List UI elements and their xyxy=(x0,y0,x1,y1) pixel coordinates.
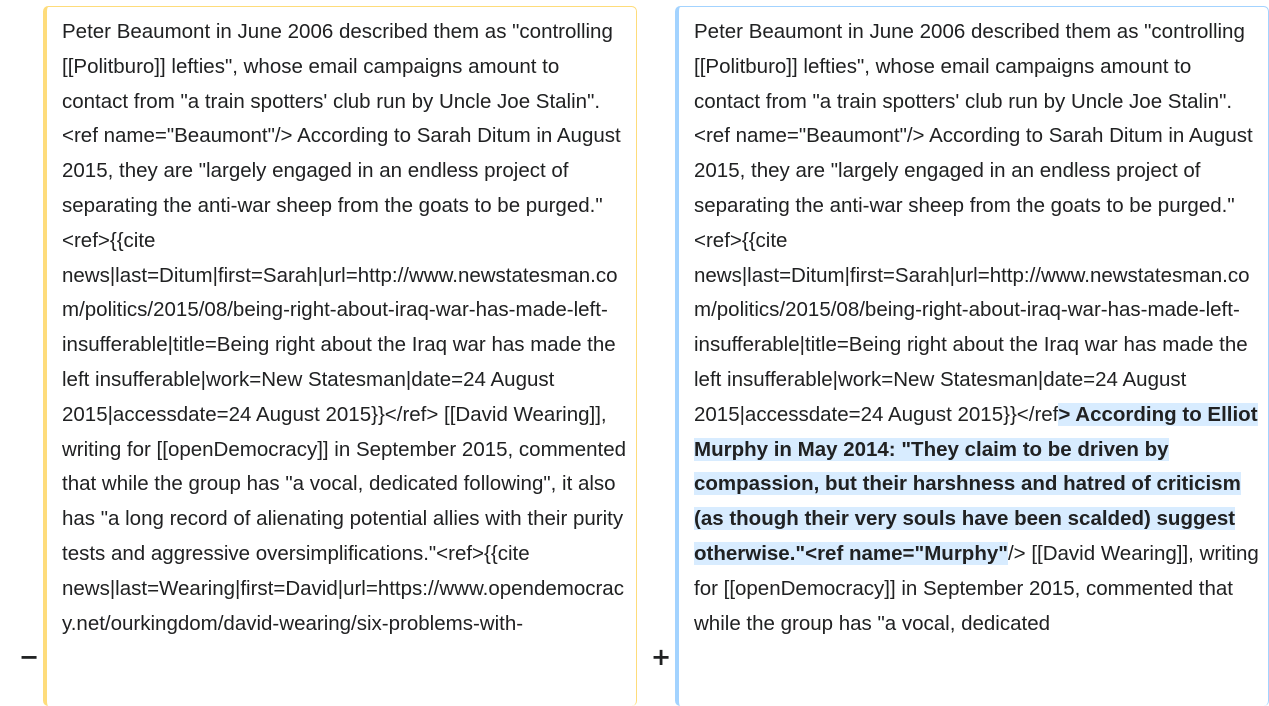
deleted-line-marker: − xyxy=(18,643,40,671)
added-line-cell xyxy=(675,6,1269,706)
deleted-line-cell xyxy=(43,6,637,706)
added-text-unchanged-after: /> [[David Wearing]], writing for [[openDemocracy]] in September 2015, commented that while the group has "a vocal, dedicated xyxy=(694,541,1259,635)
added-text-unchanged-before: Peter Beaumont in June 2006 described them as "controlling [[Politburo]] lefties", whose email campaigns amount to contact from "a train spotters' club run by Uncle Joe Stalin".<ref name="Beaumont"/> According to Sarah Ditum in August 2015, they are "largely engaged in an endless project of separating the anti-war sheep from the goats to be purged."<ref>{{cite news|last=Ditum|first=Sarah|url=http://www.newstatesman.com/politics/2015/08/being-right-about-iraq-war-has-made-left-insufferable|title=Being right about the Iraq war has made the left insufferable|work=New Statesman|date=24 August 2015|accessdate=24 August 2015}}</ref xyxy=(694,20,1253,426)
inserted-text-highlight: > According to Elliot Murphy in May 2014: "They claim to be driven by compassion, but their harshness and hatred of criticism (as though their very souls have been scalded) suggest otherwise."<ref name="Murphy" xyxy=(694,402,1258,565)
added-line-text xyxy=(694,15,1259,641)
deleted-line-text: Peter Beaumont in June 2006 described them as "controlling [[Politburo]] lefties", whose email campaigns amount to contact from "a train spotters' club run by Uncle Joe Stalin".<ref name="Beaumont"/> According to Sarah Ditum in August 2015, they are "largely engaged in an endless project of separating the anti-war sheep from the goats to be purged."<ref>{{cite news|last=Ditum|first=Sarah|url=http://www.newstatesman.com/politics/2015/08/being-right-about-iraq-war-has-made-left-insufferable|title=Being right about the Iraq war has made the left insufferable|work=New Statesman|date=24 August 2015|accessdate=24 August 2015}}</ref> [[David Wearing]], writing for [[openDemocracy]] in September 2015, commented that while the group has "a vocal, dedicated following", it also has "a long record of alienating potential allies with their purity tests and aggressive oversimplifications."<ref>{{cite news|last=Wearing|first=David|url=https://www.opendemocracy.net/ourkingdom/david-wearing/six-problems-with- xyxy=(62,20,627,635)
added-line-marker: + xyxy=(650,643,672,671)
